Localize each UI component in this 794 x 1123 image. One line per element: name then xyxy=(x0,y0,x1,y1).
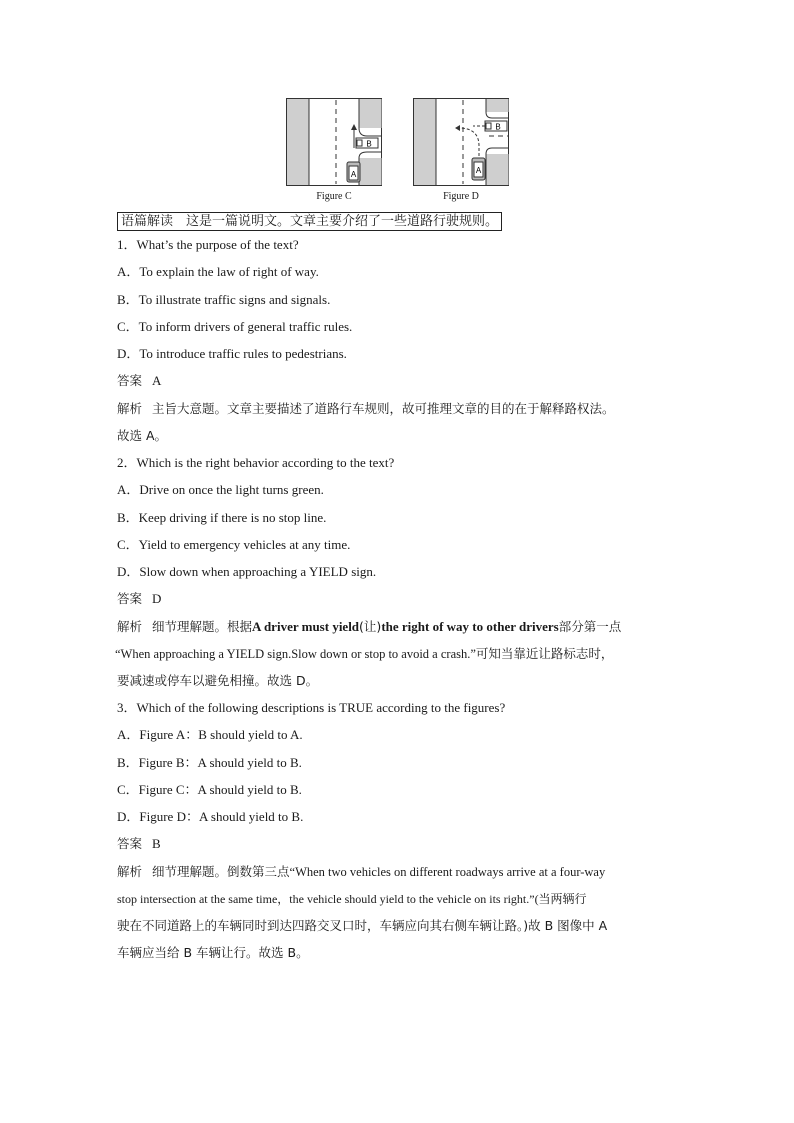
q2-option-c: C．Yield to emergency vehicles at any time. xyxy=(117,537,351,552)
car-a-label: A xyxy=(350,170,357,179)
figure-c-caption: Figure C xyxy=(316,191,352,202)
figure-d-caption: Figure D xyxy=(443,191,479,202)
q1-analysis xyxy=(117,400,615,418)
q2-analysis xyxy=(117,618,621,636)
q1-option-c: C．To inform drivers of general traffic rules. xyxy=(117,319,353,334)
q3-analysis-cont: stop intersection at the same time，the vehicle should yield to the vehicle on its right.”(当两辆行 xyxy=(117,892,587,906)
analysis-text: 部分第一点 xyxy=(558,619,622,634)
analysis-bold-phrase: the right of way to other drivers xyxy=(381,619,559,634)
analysis-text: 细节理解题。倒数第三点“When two vehicles on different roadways arrive at a four-way xyxy=(152,865,606,879)
answer-label: 答案 xyxy=(117,836,143,851)
q1-analysis-cont: 故选 A。 xyxy=(117,428,168,443)
analysis-text: 主旨大意题。文章主要描述了道路行车规则，故可推理文章的目的在于解释路权法。 xyxy=(152,401,615,416)
q3-answer xyxy=(117,835,161,853)
left-sidewalk xyxy=(287,99,309,185)
left-sidewalk xyxy=(414,99,436,185)
figure-d xyxy=(413,98,509,202)
car-a xyxy=(472,158,485,180)
q2-analysis-cont: “When approaching a YIELD sign.Slow down or stop to avoid a crash.”可知当靠近让路标志时， xyxy=(115,647,614,661)
q3-analysis-cont: 驶在不同道路上的车辆同时到达四路交叉口时，车辆应向其右侧车辆让路。)故 B 图像中 A xyxy=(117,918,608,933)
q2-analysis-cont: 要减速或停车以避免相撞。故选 D。 xyxy=(117,673,319,688)
q1-answer xyxy=(117,372,161,390)
analysis-bold-phrase: A driver must yield xyxy=(252,619,360,634)
figure-d-diagram xyxy=(413,98,509,186)
q2-stem: 2．Which is the right behavior according to the text? xyxy=(117,455,395,470)
q3-stem: 3．Which of the following descriptions is TRUE according to the figures? xyxy=(117,700,506,715)
q3-option-a: A．Figure A：B should yield to A. xyxy=(117,727,303,742)
q3-option-d: D．Figure D：A should yield to B. xyxy=(117,809,304,824)
q1-stem: 1．What’s the purpose of the text? xyxy=(117,237,299,252)
car-a-label: A xyxy=(475,166,482,175)
passage-summary: 语篇解读 这是一篇说明文。文章主要介绍了一些道路行驶规则。 xyxy=(117,212,502,231)
analysis-label: 解析 xyxy=(117,864,143,879)
q3-analysis xyxy=(117,863,605,881)
analysis-label: 解析 xyxy=(117,401,143,416)
car-b xyxy=(485,121,507,132)
car-b xyxy=(356,138,378,149)
car-a xyxy=(347,162,360,182)
q2-option-a: A．Drive on once the light turns green. xyxy=(117,482,324,497)
answer-value: B xyxy=(152,836,161,851)
analysis-text: (让) xyxy=(359,619,382,634)
answer-value: D xyxy=(152,591,162,606)
q1-option-b: B．To illustrate traffic signs and signals. xyxy=(117,292,331,307)
q2-option-d: D．Slow down when approaching a YIELD sign. xyxy=(117,564,377,579)
figure-c-diagram xyxy=(286,98,382,186)
q1-option-d: D．To introduce traffic rules to pedestrians. xyxy=(117,346,347,361)
analysis-text: 细节理解题。根据 xyxy=(152,619,253,634)
figure-c xyxy=(286,98,382,202)
q2-answer xyxy=(117,590,161,608)
answer-label: 答案 xyxy=(117,373,143,388)
q2-option-b: B．Keep driving if there is no stop line. xyxy=(117,510,327,525)
q3-option-b: B．Figure B：A should yield to B. xyxy=(117,755,302,770)
analysis-label: 解析 xyxy=(117,619,143,634)
car-b-label: B xyxy=(495,122,501,132)
answer-label: 答案 xyxy=(117,591,143,606)
car-b-label: B xyxy=(366,139,372,149)
q1-option-a: A．To explain the law of right of way. xyxy=(117,264,319,279)
q3-option-c: C．Figure C：A should yield to B. xyxy=(117,782,302,797)
q3-analysis-cont: 车辆应当给 B 车辆让行。故选 B。 xyxy=(117,945,309,960)
answer-value: A xyxy=(152,373,162,388)
